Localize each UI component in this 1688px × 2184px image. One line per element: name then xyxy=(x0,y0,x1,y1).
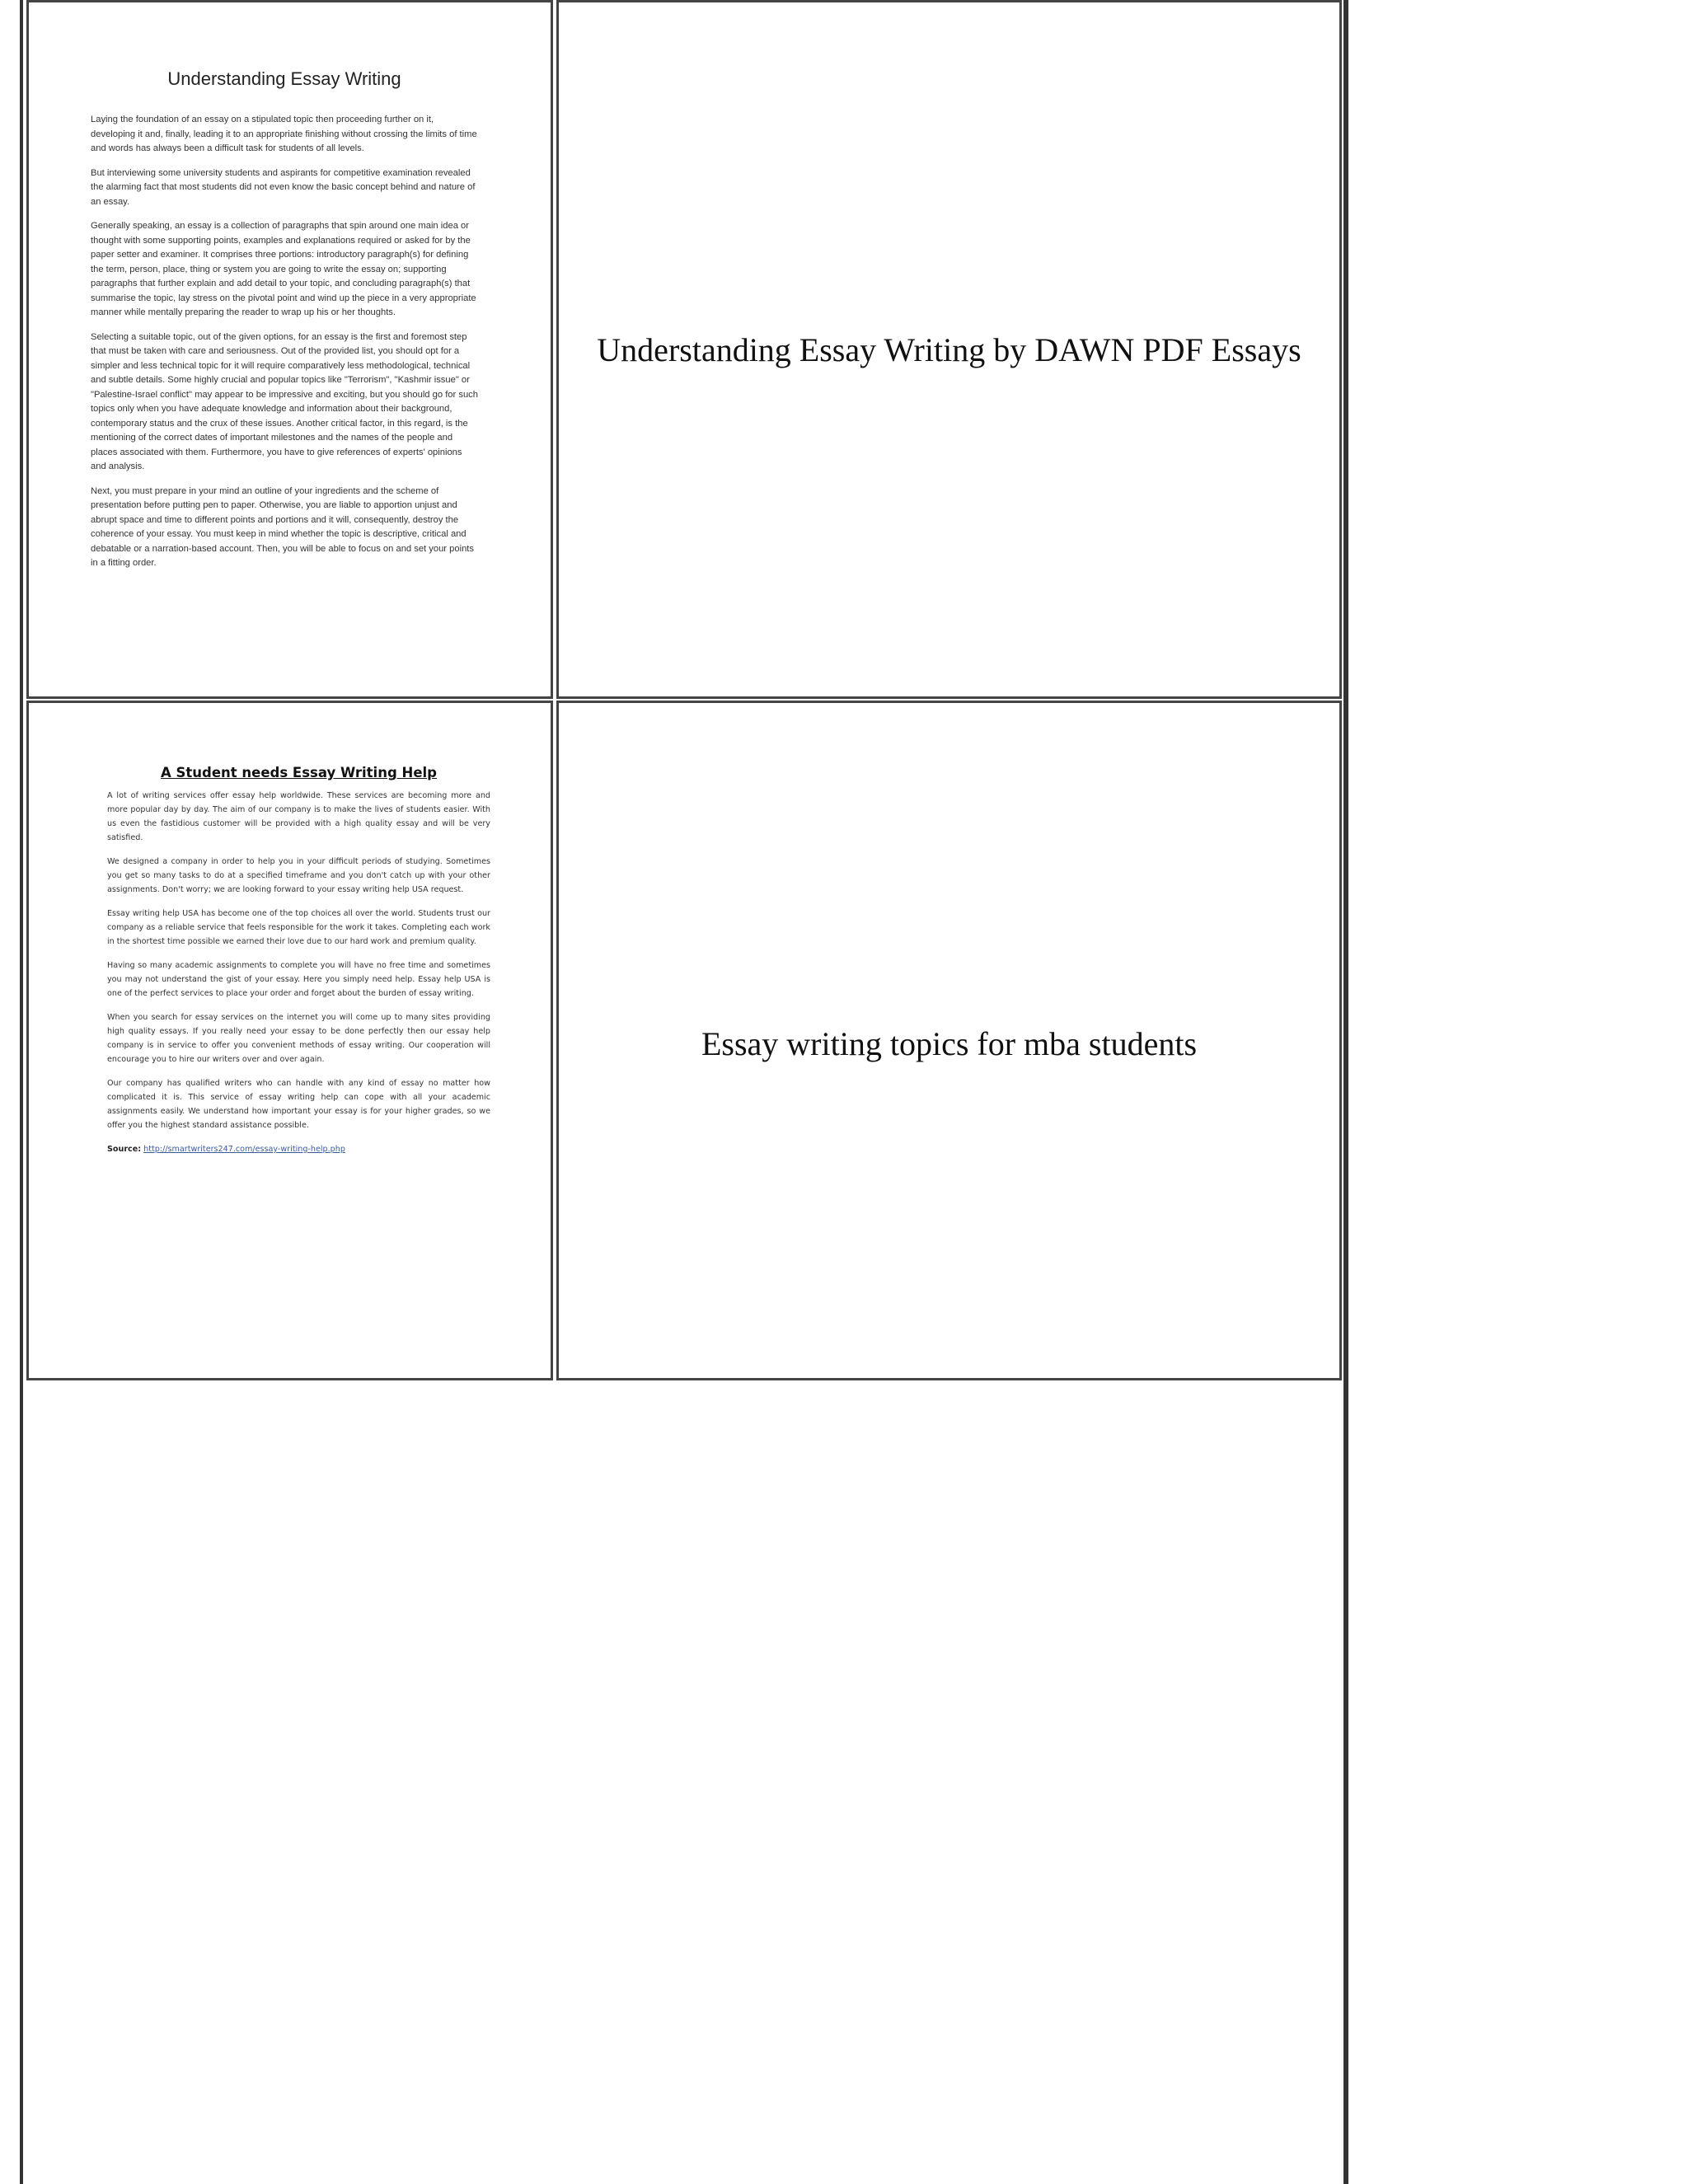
document-paragraph: Generally speaking, an essay is a collection of paragraphs that spin around one main idea or thought with some supporting points, examples and explanations required or asked for by the paper setter and examiner. It comprises three portions: introductory paragraph(s) for defining the term, person, place, thing or system you are going to write the essay on; supporting paragraphs that further explain and add detail to your topic, and concluding paragraph(s) that summarise the topic, lay stress on the pivotal point and wind up the piece in a very appropriate manner while mentally preparing the reader to wrap up his or her thoughts. xyxy=(91,221,476,317)
document-paragraph: Our company has qualified writers who can handle with any kind of essay no matter how complicated it is. This service of essay writing help can cope with all your academic assignments easily. We understand how important your essay is for your higher grades, so we offer you the highest standard assistance possible. xyxy=(107,1079,490,1130)
result-thumbnail-1[interactable] xyxy=(26,0,553,699)
document-paragraph: We designed a company in order to help you in your difficult periods of studying. Sometimes you get so many tasks to do at a specified timeframe and you don't catch up with your other assignments. Don't worry; we are looking forward to your essay writing help USA request. xyxy=(107,857,490,894)
document-paragraph: Selecting a suitable topic, out of the given options, for an essay is the first and foremost step that must be taken with care and seriousness. Out of the provided list, you should opt for a simpler and less technical topic for it will require comparatively less methodological, technical and subtle details. Some highly crucial and popular topics like "Terrorism", "Kashmir issue" or "Palestine-Israel conflict" may appear to be impressive and exciting, but you should go for such topics only when you have adequate knowledge and information about their background, contemporary status and the crux of these issues. Another critical factor, in this regard, is the mentioning of the correct dates of important milestones and the names of the people and places associated with them. Furthermore, you have to give references of experts' opinions and analysis. xyxy=(91,331,478,471)
result-title-cell-2[interactable] xyxy=(556,701,1342,1380)
result-title[interactable]: Essay writing topics for mba students xyxy=(701,1025,1198,1062)
result-title-cell-1[interactable] xyxy=(556,0,1342,699)
document-paragraph: Essay writing help USA has become one of the top choices all over the world. Students trust our company as a reliable service that feels responsible for the work it takes. Completing each work in the shortest time possible we earned their love due to our hard work and premium quality. xyxy=(107,909,490,946)
source-label: Source: xyxy=(107,1145,142,1154)
document-source-line xyxy=(107,1142,490,1156)
document-paragraph: When you search for essay services on the internet you will come up to many sites providing high quality essays. If you really need your essay to be done perfectly then our essay help company is in service to offer you convenient methods of essay writing. Our cooperation will encourage you to hire our writers over and over again. xyxy=(107,1013,490,1064)
document-paragraph: Next, you must prepare in your mind an outline of your ingredients and the scheme of presentation before putting pen to paper. Otherwise, you are liable to apportion unjust and abrupt space and time to different points and portions and it will, consequently, destroy the coherence of your essay. You must keep in mind whether the topic is descriptive, critical and debatable or a narration-based account. Then, you will be able to focus on and set your points in a fitting order. xyxy=(91,485,474,568)
document-page-thumbnail xyxy=(107,765,490,1156)
document-heading: A Student needs Essay Writing Help xyxy=(161,765,437,780)
result-thumbnail-2[interactable] xyxy=(26,701,553,1380)
document-paragraph: But interviewing some university students and aspirants for competitive examination revealed the alarming fact that most students did not even know the basic concept behind and nature of an essay. xyxy=(91,167,476,207)
source-link[interactable]: http://smartwriters247.com/essay-writing-help.php xyxy=(143,1145,345,1154)
document-paragraph: A lot of writing services offer essay help worldwide. These services are becoming more and more popular day by day. The aim of our company is to make the lives of students easier. With us even the fastidious customer will be provided with a high quality essay and will be very satisfied. xyxy=(107,791,490,842)
document-page-thumbnail xyxy=(91,68,478,581)
result-title[interactable]: Understanding Essay Writing by DAWN PDF Essays xyxy=(597,331,1301,368)
document-heading: Understanding Essay Writing xyxy=(167,68,401,89)
document-paragraph: Having so many academic assignments to complete you will have no free time and sometimes you may not understand the gist of your essay. Here you simply need help. Essay help USA is one of the perfect services to place your order and forget about the burden of essay writing. xyxy=(107,961,490,998)
document-paragraph: Laying the foundation of an essay on a stipulated topic then proceeding further on it, developing it and, finally, leading it to an appropriate finishing without crossing the limits of time and words has always been a difficult task for students of all levels. xyxy=(91,115,477,153)
